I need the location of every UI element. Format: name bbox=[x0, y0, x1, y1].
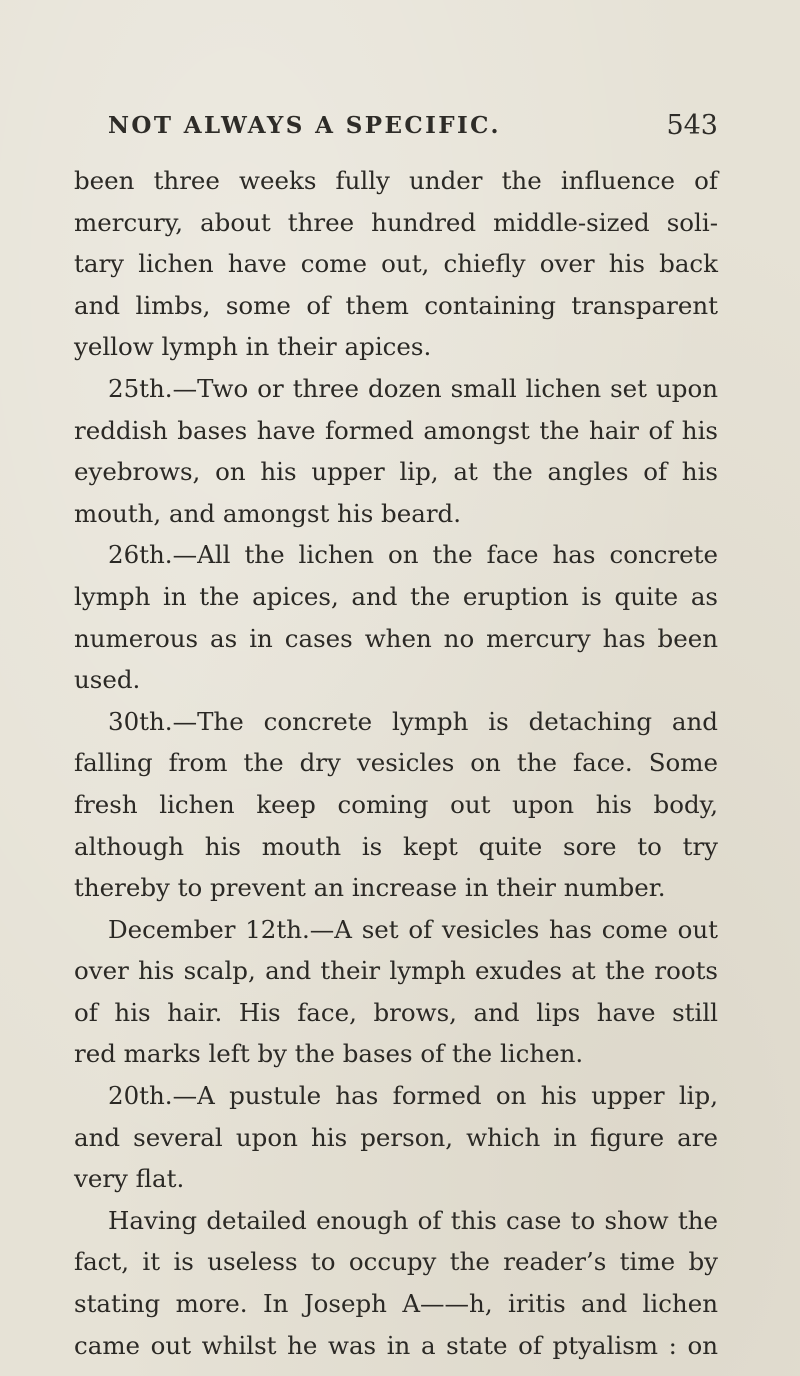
text-line: came out whilst he was in a state of ptyalism : on bbox=[74, 1330, 718, 1360]
text-line: 26th.—All the lichen on the face has concrete bbox=[108, 540, 718, 570]
body-text bbox=[74, 160, 718, 1366]
text-line: 25th.—Two or three dozen small lichen set upon bbox=[108, 373, 718, 403]
text-line: although his mouth is kept quite sore to try bbox=[74, 831, 718, 861]
text-line: falling from the dry vesicles on the face. Some bbox=[74, 748, 718, 778]
text-line: Having detailed enough of this case to show the bbox=[108, 1205, 718, 1235]
running-head bbox=[96, 112, 718, 152]
text-line: red marks left by the bases of the lichen. bbox=[74, 1039, 584, 1069]
text-line: thereby to prevent an increase in their number. bbox=[74, 873, 666, 903]
text-line: eyebrows, on his upper lip, at the angles of his bbox=[74, 457, 718, 487]
text-line: used. bbox=[74, 665, 141, 695]
text-line: fact, it is useless to occupy the reader’s time by bbox=[74, 1247, 718, 1277]
text-line: reddish bases have formed amongst the hair of his bbox=[74, 415, 718, 445]
text-line: very flat. bbox=[74, 1164, 185, 1194]
text-line: been three weeks fully under the influence of bbox=[74, 166, 718, 195]
text-line: stating more. In Joseph A——h, iritis and lichen bbox=[74, 1289, 718, 1319]
text-line: tary lichen have come out, chiefly over his back bbox=[74, 249, 718, 279]
text-line: and limbs, some of them containing transparent bbox=[74, 290, 718, 320]
text-line: numerous as in cases when no mercury has been bbox=[74, 623, 718, 653]
text-line: of his hair. His face, brows, and lips have still bbox=[74, 997, 718, 1027]
text-line: fresh lichen keep coming out upon his body, bbox=[74, 789, 718, 819]
text-line: mouth, and amongst his beard. bbox=[74, 498, 462, 528]
page-number: 543 bbox=[666, 110, 718, 141]
text-line: lymph in the apices, and the eruption is quite as bbox=[74, 581, 718, 611]
text-line: over his scalp, and their lymph exudes at the roots bbox=[74, 956, 718, 986]
text-line: 20th.—A pustule has formed on his upper lip, bbox=[108, 1081, 718, 1111]
text-line: 30th.—The concrete lymph is detaching and bbox=[108, 706, 718, 736]
text-line: and several upon his person, which in figure are bbox=[74, 1122, 718, 1152]
running-head-title: NOT ALWAYS A SPECIFIC. bbox=[108, 112, 501, 139]
text-line: December 12th.—A set of vesicles has come out bbox=[108, 914, 718, 944]
text-line: mercury, about three hundred middle-sized soli- bbox=[74, 207, 718, 237]
text-line: yellow lymph in their apices. bbox=[74, 332, 432, 362]
